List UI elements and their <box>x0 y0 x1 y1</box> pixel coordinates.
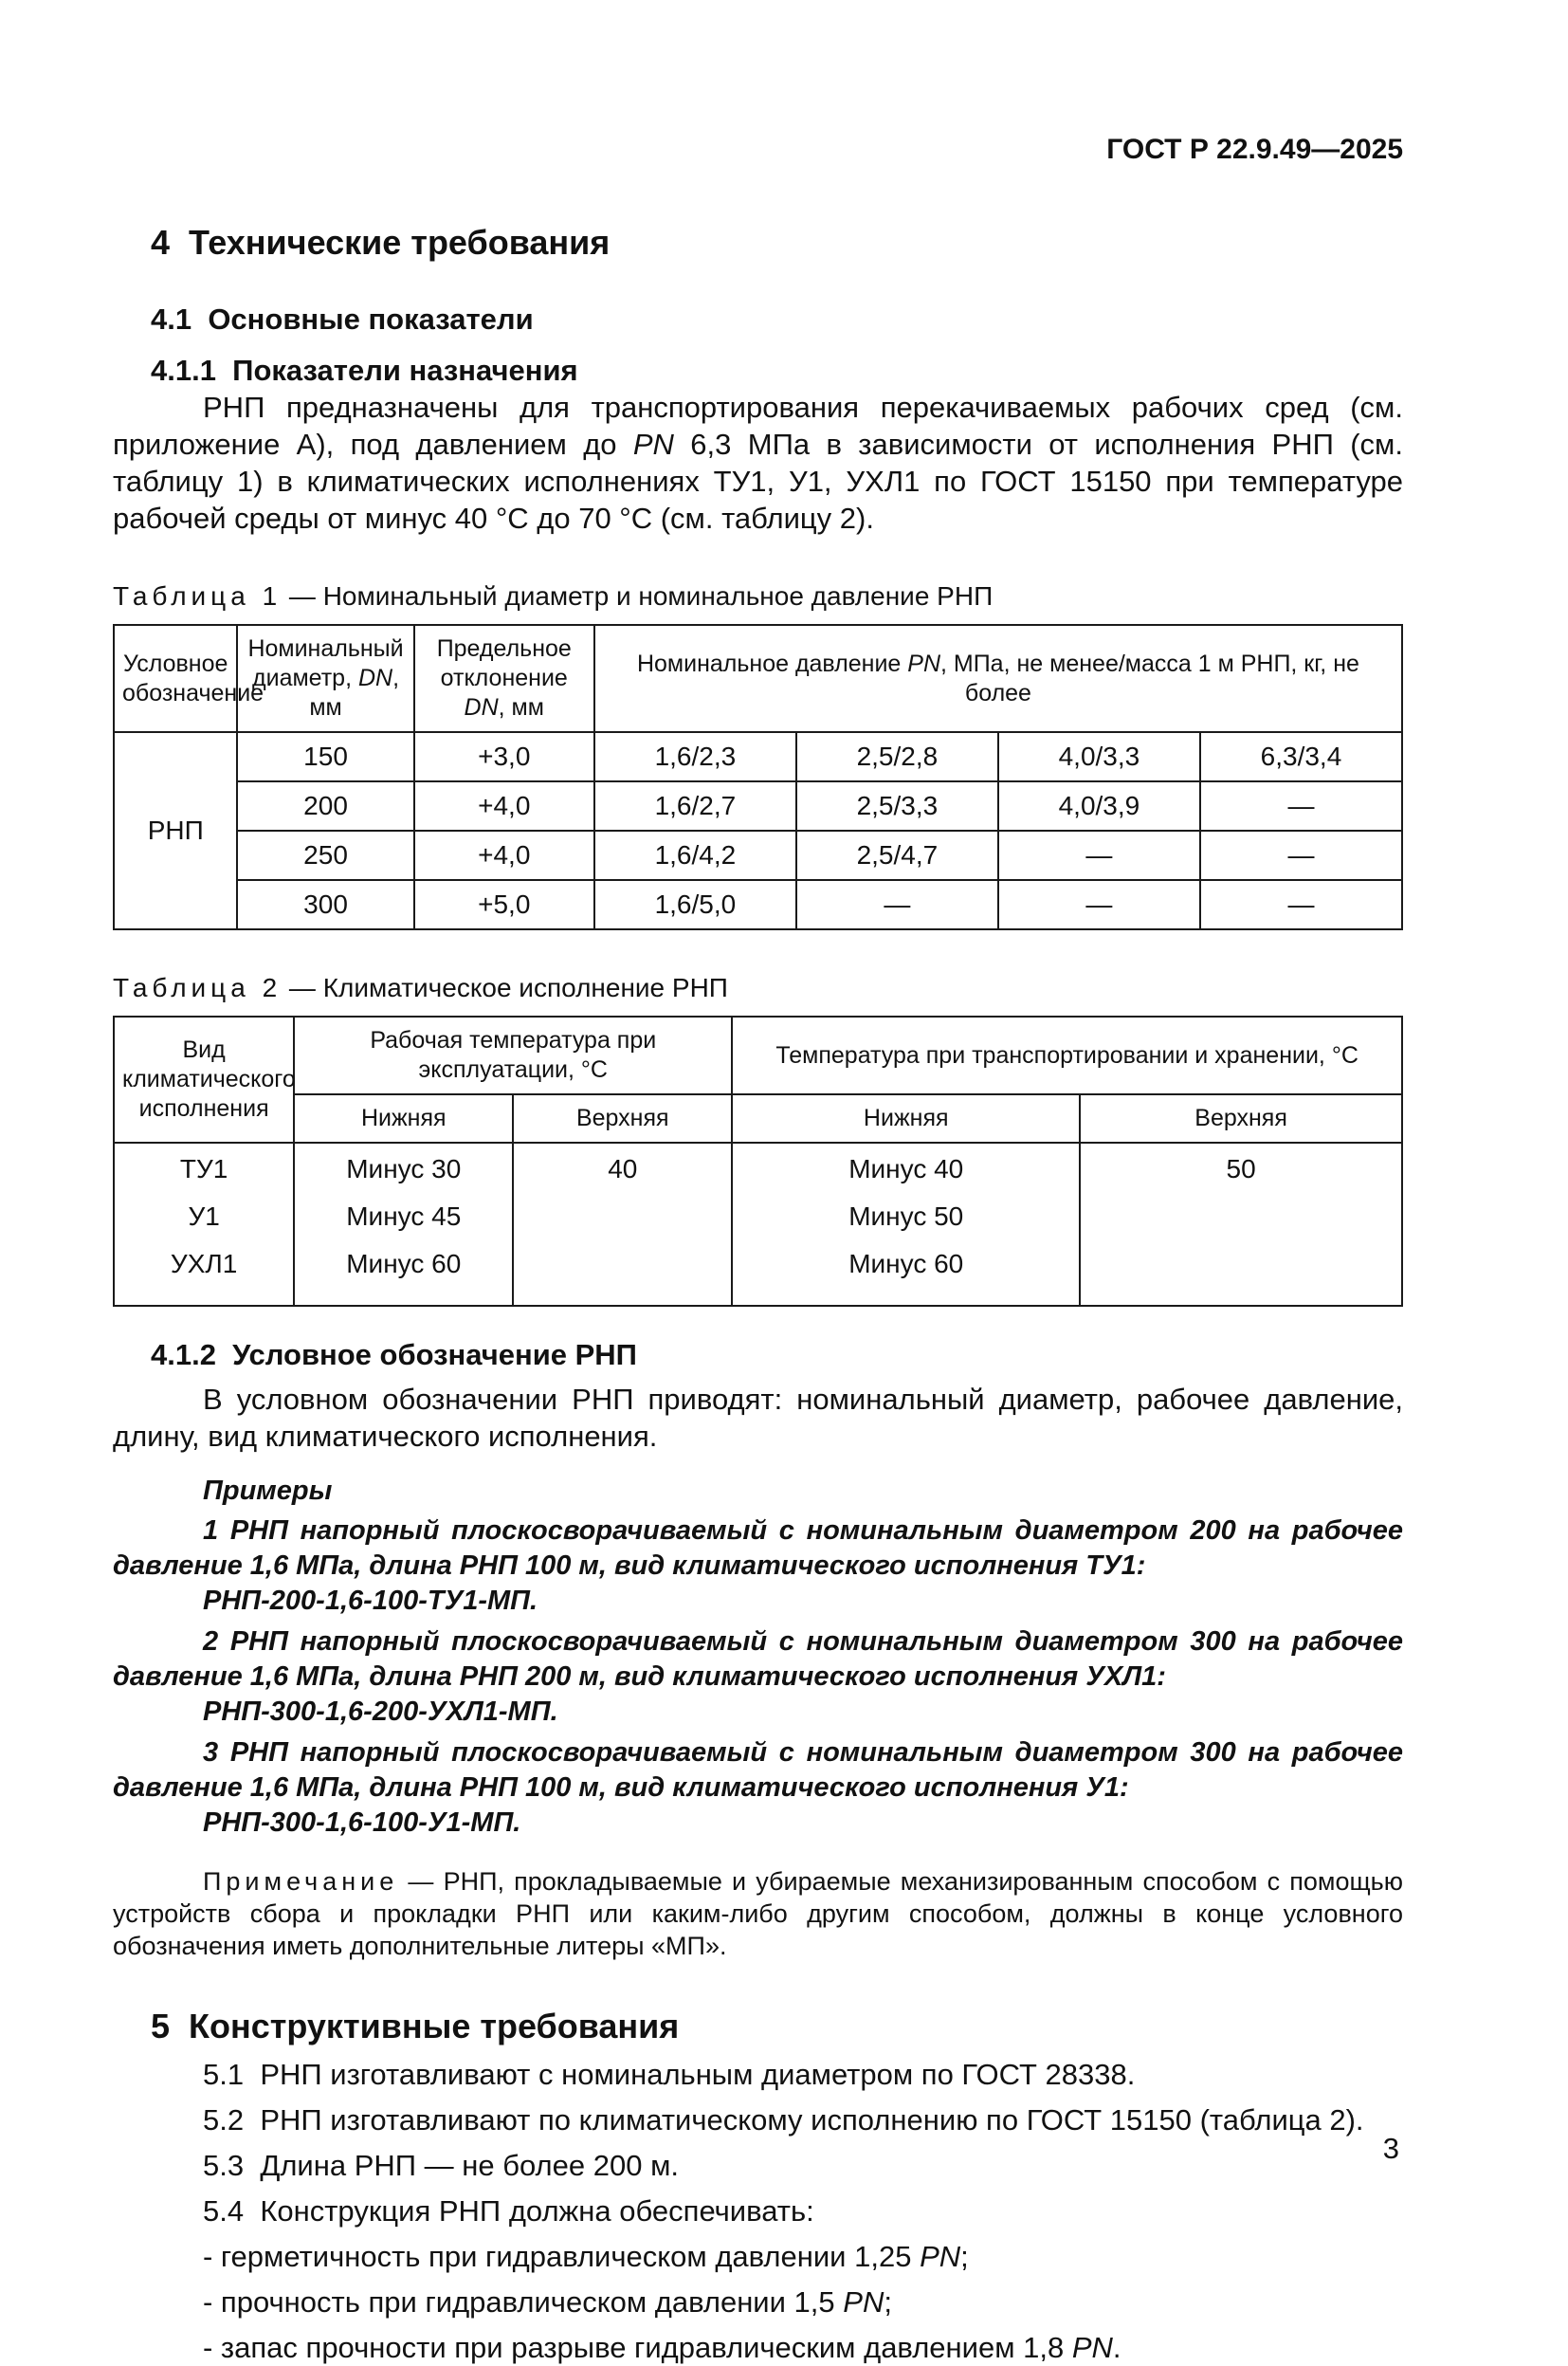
text-run: ; <box>884 2285 892 2319</box>
table1-caption <box>113 580 1403 613</box>
header-cell: Вид климатического исполнения <box>114 1017 294 1143</box>
text-run: РНП предназначены для транспортирования перекачиваемых рабочих сред (см. приложение А), под давлением до <box>113 391 1403 461</box>
text-run: - прочность при гидравлическом давлении 1,5 <box>203 2285 844 2319</box>
table2-subheader-row <box>114 1094 1402 1143</box>
table2-caption <box>113 972 1403 1004</box>
cell: Минус 40 <box>732 1143 1080 1193</box>
cell: Минус 45 <box>294 1193 513 1240</box>
cell <box>513 1240 732 1306</box>
table1-caption-label: Таблица 1 <box>113 581 283 611</box>
italic-run: PN <box>843 2285 884 2319</box>
italic-run: PN <box>632 428 674 461</box>
italic-run: DN <box>464 694 499 721</box>
cell: — <box>796 880 998 929</box>
list-item <box>113 2238 1403 2275</box>
cell: 2,5/3,3 <box>796 781 998 831</box>
table1-header-row <box>114 625 1402 732</box>
cell: 1,6/4,2 <box>594 831 796 880</box>
note-text: — РНП, прокладываемые и убираемые механизированным способом с помощью устройств сбора и прокладки РНП или каким-либо другим способом, должны в конце условного обозначения иметь дополнительные литеры «МП». <box>113 1867 1403 1960</box>
cell: 150 <box>237 732 413 781</box>
table-row <box>114 1193 1402 1240</box>
text-run: Предельное отклонение <box>436 635 572 691</box>
cell: УХЛ1 <box>114 1240 294 1306</box>
table2-header-row <box>114 1017 1402 1094</box>
cell: 250 <box>237 831 413 880</box>
cell <box>513 1193 732 1240</box>
text-run: , мм <box>498 694 544 721</box>
header-cell: Нижняя <box>294 1094 513 1143</box>
italic-run: PN <box>907 650 940 677</box>
example-2-code: РНП-300-1,6-200-УХЛ1-МП. <box>203 1697 558 1727</box>
paragraph-4-1-2: В условном обозначении РНП приводят: номинальный диаметр, рабочее давление, длину, вид климатического исполнения. <box>113 1383 1403 1453</box>
note-label: Примечание <box>203 1867 399 1896</box>
cell: 2,5/4,7 <box>796 831 998 880</box>
paragraph-5-4: 5.4 Конструкция РНП должна обеспечивать: <box>203 2194 814 2228</box>
cell: 1,6/2,3 <box>594 732 796 781</box>
paragraph-4-1-1 <box>113 389 1403 537</box>
page-number: 3 <box>1382 2132 1399 2165</box>
cell <box>1080 1193 1402 1240</box>
example-3-code: РНП-300-1,6-100-У1-МП. <box>203 1807 521 1838</box>
cell: РНП <box>114 732 237 929</box>
section-5-title: 5 Конструктивные требования <box>151 2007 680 2045</box>
examples-title: Примеры <box>203 1476 333 1506</box>
cell: 4,0/3,9 <box>998 781 1200 831</box>
header-cell: Нижняя <box>732 1094 1080 1143</box>
example-3-text: 3 РНП напорный плоскосворачиваемый с номинальным диаметром 300 на рабочее давление 1,6 МПа, длина РНП 100 м, вид климатического исполнения У1: <box>113 1737 1403 1803</box>
list-item <box>113 2283 1403 2320</box>
cell: — <box>998 880 1200 929</box>
cell: — <box>1200 781 1402 831</box>
cell: У1 <box>114 1193 294 1240</box>
cell: 6,3/3,4 <box>1200 732 1402 781</box>
cell: +4,0 <box>414 781 594 831</box>
table2 <box>113 1016 1403 1307</box>
text-run: 6,3 МПа в зависимости от исполнения РНП (см. таблицу 1) в климатических исполнениях ТУ1, У1, УХЛ1 по ГОСТ 15150 при температуре рабочей среды от минус 40 °С до 70 °С (см. таблицу 2). <box>113 428 1403 535</box>
header-cell: Рабочая температура при эксплуатации, °С <box>294 1017 732 1094</box>
cell: — <box>1200 880 1402 929</box>
cell: +4,0 <box>414 831 594 880</box>
text-run: Номинальное давление <box>636 650 908 677</box>
cell: 1,6/2,7 <box>594 781 796 831</box>
section-4-1-2-title: 4.1.2 Условное обозначение РНП <box>151 1338 637 1371</box>
table-row <box>114 781 1402 831</box>
list-item <box>113 2329 1403 2366</box>
cell: ТУ1 <box>114 1143 294 1193</box>
cell: — <box>998 831 1200 880</box>
header-cell <box>237 625 413 732</box>
cell: +3,0 <box>414 732 594 781</box>
table1 <box>113 624 1403 930</box>
paragraph-5-1: 5.1 РНП изготавливают с номинальным диаметром по ГОСТ 28338. <box>203 2058 1136 2091</box>
paragraph-5-2: 5.2 РНП изготавливают по климатическому исполнению по ГОСТ 15150 (таблица 2). <box>203 2103 1364 2137</box>
text-run: - герметичность при гидравлическом давлении 1,25 <box>203 2240 921 2273</box>
text-run: , мм <box>309 665 400 721</box>
note <box>113 1865 1403 1962</box>
cell: 300 <box>237 880 413 929</box>
cell: 200 <box>237 781 413 831</box>
text-run: . <box>1112 2331 1121 2364</box>
table-row <box>114 831 1402 880</box>
header-cell: Условное обозначение <box>114 625 237 732</box>
section-4-title: 4 Технические требования <box>151 223 611 262</box>
table-row <box>114 732 1402 781</box>
cell: 4,0/3,3 <box>998 732 1200 781</box>
text-run: , МПа, не менее/масса 1 м РНП, кг, не более <box>940 650 1359 706</box>
section-4-1-title: 4.1 Основные показатели <box>151 303 534 336</box>
table-row <box>114 880 1402 929</box>
table1-caption-text: — Номинальный диаметр и номинальное давление РНП <box>288 581 994 611</box>
example-2-text: 2 РНП напорный плоскосворачиваемый с номинальным диаметром 300 на рабочее давление 1,6 МПа, длина РНП 200 м, вид климатического исполнения УХЛ1: <box>113 1626 1403 1692</box>
table-row <box>114 1143 1402 1193</box>
text-run: ; <box>960 2240 969 2273</box>
italic-run: PN <box>1071 2331 1113 2364</box>
cell: 2,5/2,8 <box>796 732 998 781</box>
table-row <box>114 1240 1402 1306</box>
example-1-text: 1 РНП напорный плоскосворачиваемый с номинальным диаметром 200 на рабочее давление 1,6 МПа, длина РНП 100 м, вид климатического исполнения ТУ1: <box>113 1515 1403 1581</box>
cell: Минус 50 <box>732 1193 1080 1240</box>
paragraph-5-3: 5.3 Длина РНП — не более 200 м. <box>203 2149 679 2182</box>
cell: — <box>1200 831 1402 880</box>
cell: 50 <box>1080 1143 1402 1193</box>
header-cell: Температура при транспортировании и хранении, °С <box>732 1017 1402 1094</box>
doc-code: ГОСТ Р 22.9.49—2025 <box>1106 134 1403 165</box>
italic-run: PN <box>920 2240 961 2273</box>
header-cell: Верхняя <box>513 1094 732 1143</box>
cell: 40 <box>513 1143 732 1193</box>
cell <box>1080 1240 1402 1306</box>
table2-caption-label: Таблица 2 <box>113 973 283 1002</box>
header-cell <box>594 625 1402 732</box>
italic-run: DN <box>357 665 393 691</box>
header-cell: Верхняя <box>1080 1094 1402 1143</box>
text-run: Номинальный диаметр, <box>247 635 404 691</box>
example-1-code: РНП-200-1,6-100-ТУ1-МП. <box>203 1586 538 1616</box>
cell: Минус 60 <box>294 1240 513 1306</box>
cell: 1,6/5,0 <box>594 880 796 929</box>
text-run: - запас прочности при разрыве гидравлическим давлением 1,8 <box>203 2331 1072 2364</box>
cell: +5,0 <box>414 880 594 929</box>
section-4-1-1-title: 4.1.1 Показатели назначения <box>151 354 578 387</box>
table2-caption-text: — Климатическое исполнение РНП <box>288 973 728 1002</box>
cell: Минус 60 <box>732 1240 1080 1306</box>
cell: Минус 30 <box>294 1143 513 1193</box>
header-cell <box>414 625 594 732</box>
